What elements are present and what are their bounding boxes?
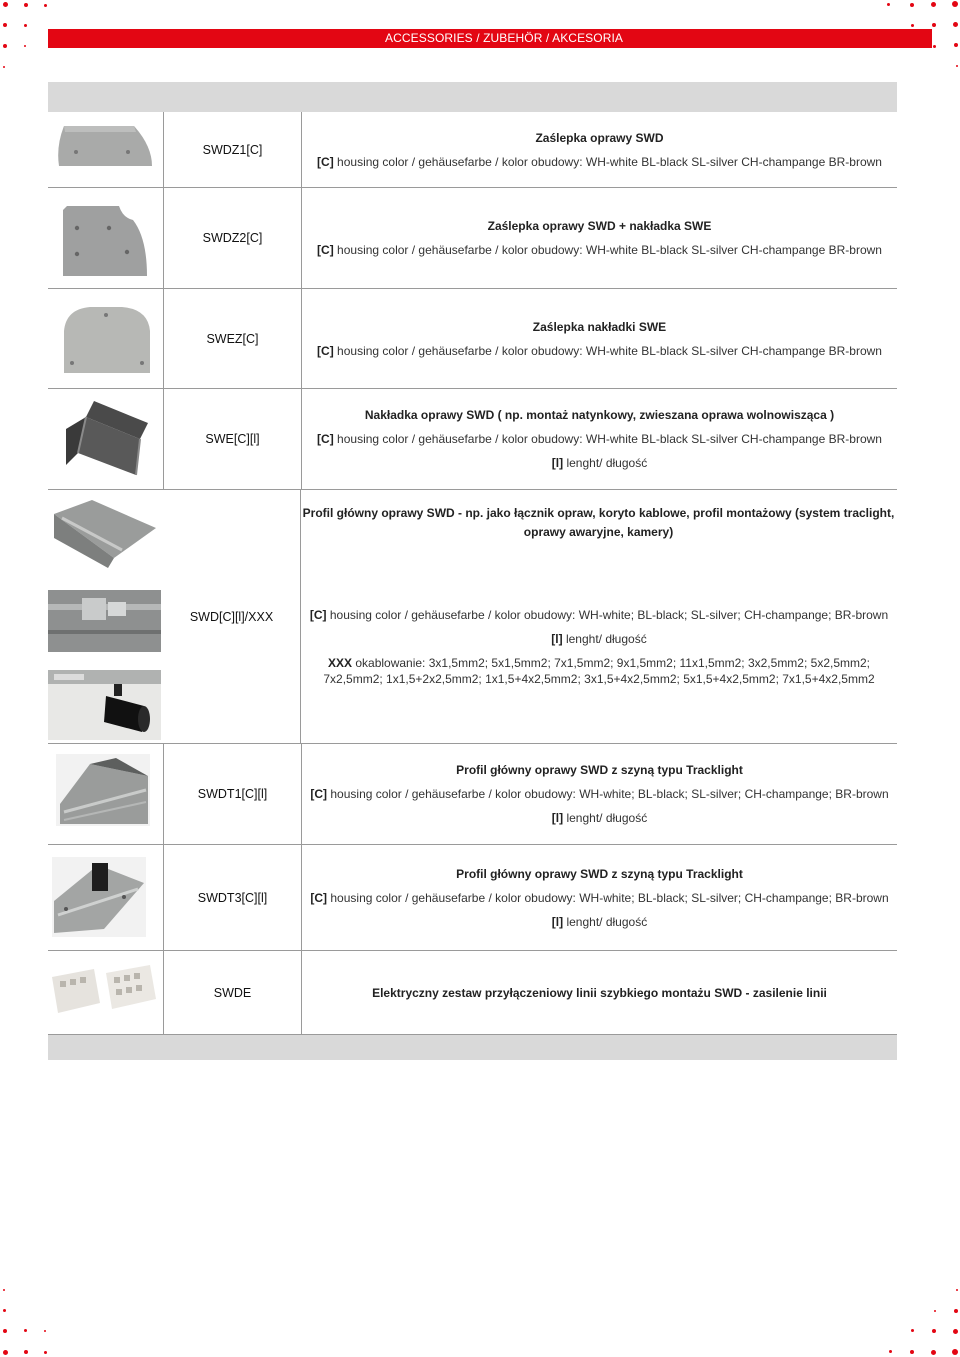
table-row <box>48 289 897 389</box>
section-header-bar <box>48 29 932 48</box>
table-row <box>48 845 897 951</box>
product-title: Elektryczny zestaw przyłączeniowy linii szybkiego montażu SWD - zasilenie linii <box>372 985 827 1000</box>
product-description <box>302 289 897 388</box>
product-image-cell <box>48 845 164 950</box>
description-line: [C] housing color / gehäusefarbe / kolor obudowy: WH-white BL-black SL-silver CH-champange BR-brown <box>317 432 882 446</box>
product-code: SWE[C][l] <box>164 389 302 489</box>
description-line: [C] housing color / gehäusefarbe / kolor obudowy: WH-white BL-black SL-silver CH-champange BR-brown <box>317 243 882 257</box>
description-line: [C] housing color / gehäusefarbe / kolor obudowy: WH-white BL-black SL-silver CH-champange BR-brown <box>317 154 882 169</box>
rail-mount-image <box>48 590 161 652</box>
end-cap-overlay-image <box>61 204 149 278</box>
product-image-cell <box>48 289 164 388</box>
product-description <box>302 112 897 187</box>
description-line: [C] housing color / gehäusefarbe / kolor obudowy: WH-white; BL-black; SL-silver; CH-champange; BR-brown <box>309 607 889 622</box>
product-title: Profil główny oprawy SWD z szyną typu Tracklight <box>456 866 743 881</box>
product-code: SWD[C][l]/XXX <box>163 490 301 743</box>
product-image-cell <box>48 389 164 489</box>
description-line: [l] lenght/ długość <box>551 456 648 470</box>
corner-dots-bottom-left <box>0 1297 120 1357</box>
table-row <box>48 188 897 289</box>
product-description <box>302 951 897 1034</box>
description-line: [C] housing color / gehäusefarbe / kolor obudowy: WH-white; BL-black; SL-silver; CH-champange; BR-brown <box>310 890 889 905</box>
product-title: Zaślepka nakładki SWE <box>532 319 667 334</box>
section-title: ACCESSORIES / ZUBEHÖR / AKCESORIA <box>385 31 624 45</box>
table-row <box>48 951 897 1035</box>
description-line: [l] lenght/ długość <box>551 914 648 929</box>
table-row <box>48 112 897 188</box>
track-profile-3-image <box>52 857 146 937</box>
main-profile-image <box>52 498 158 570</box>
product-description <box>302 744 897 844</box>
corner-dots-bottom-right <box>840 1297 960 1357</box>
product-title: Profil główny oprawy SWD - np. jako łącznik opraw, koryto kablowe, profil montażowy (system traclight, oprawy awaryjne, kamery) <box>302 506 895 539</box>
product-title: Zaślepka oprawy SWD + nakładka SWE <box>487 219 712 233</box>
tracklight-spot-image <box>48 670 161 740</box>
end-cap-image <box>56 122 156 172</box>
accessories-table <box>48 82 897 1060</box>
overlay-profile-image <box>64 399 154 477</box>
description-line: [C] housing color / gehäusefarbe / kolor obudowy: WH-white BL-black SL-silver CH-champange BR-brown <box>317 343 882 358</box>
overlay-cap-image <box>60 305 152 375</box>
product-description <box>302 845 897 950</box>
product-image-cell <box>48 188 164 288</box>
track-profile-image <box>56 754 150 826</box>
product-image-cell <box>48 490 163 743</box>
product-code: SWDE <box>164 951 302 1034</box>
product-description <box>302 389 897 489</box>
product-code: SWDZ1[C] <box>164 112 302 187</box>
product-image-cell <box>48 112 164 187</box>
table-footer-bar <box>48 1035 897 1060</box>
product-code: SWDZ2[C] <box>164 188 302 288</box>
description-line: 7x2,5mm2; 1x1,5+2x2,5mm2; 1x1,5+4x2,5mm2; 3x1,5+4x2,5mm2; 5x1,5+4x2,5mm2; 7x1,5+4x2,5mm2 <box>323 671 875 686</box>
connector-set-image <box>50 963 160 1019</box>
table-header-bar <box>48 82 897 112</box>
product-description <box>302 188 897 288</box>
product-image-cell <box>48 744 164 844</box>
description-line: XXX okablowanie: 3x1,5mm2; 5x1,5mm2; 7x1,5mm2; 9x1,5mm2; 11x1,5mm2; 3x2,5mm2; 5x2,5mm2; <box>327 655 871 670</box>
table-row <box>48 490 897 744</box>
product-code: SWDT1[C][l] <box>164 744 302 844</box>
description-line: [l] lenght/ długość <box>551 811 648 825</box>
product-title: Zaślepka oprawy SWD <box>535 130 664 145</box>
table-row <box>48 744 897 845</box>
product-code: SWDT3[C][l] <box>164 845 302 950</box>
product-image-cell <box>48 951 164 1034</box>
product-title: Profil główny oprawy SWD z szyną typu Tracklight <box>456 763 743 777</box>
product-title: Nakładka oprawy SWD ( np. montaż natynkowy, zwieszana oprawa wolnowisząca ) <box>364 408 835 422</box>
product-code: SWEZ[C] <box>164 289 302 388</box>
table-row <box>48 389 897 490</box>
description-line: [C] housing color / gehäusefarbe / kolor obudowy: WH-white; BL-black; SL-silver; CH-champange; BR-brown <box>310 787 889 801</box>
description-line: [l] lenght/ długość <box>551 631 647 646</box>
